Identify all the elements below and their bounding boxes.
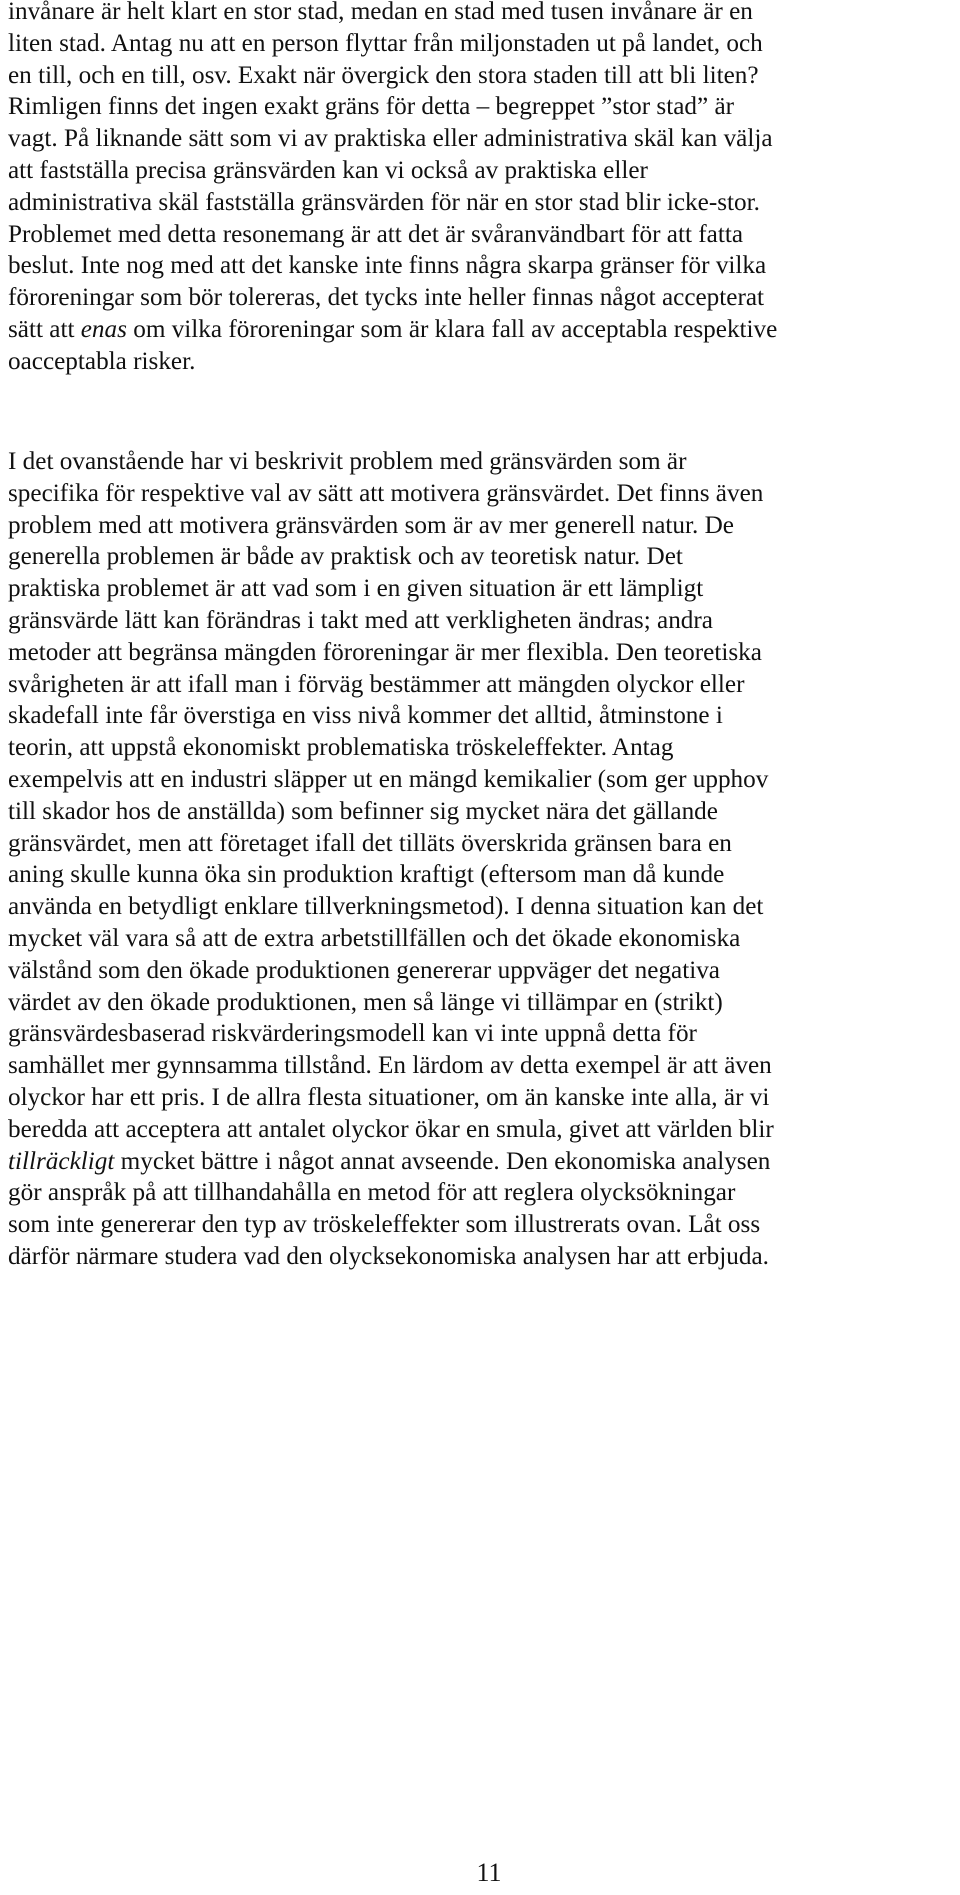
text-line: metoder att begränsa mängden föroreningar är mer flexibla. Den teoretiska	[8, 638, 762, 666]
text-line: svårigheten är att ifall man i förväg bestämmer att mängden olyckor eller	[8, 670, 745, 698]
text-line: specifika för respektive val av sätt att motivera gränsvärdet. Det finns även	[8, 479, 764, 507]
text-line: beslut. Inte nog med att det kanske inte finns några skarpa gränser för vilka	[8, 252, 767, 280]
text-line: oacceptabla risker.	[8, 347, 196, 375]
text-line: problem med att motivera gränsvärden som är av mer generell natur. De	[8, 511, 734, 539]
text-line: därför närmare studera vad den olycksekonomiska analysen har att erbjuda.	[8, 1242, 769, 1270]
text-line: en till, och en till, osv. Exakt när övergick den stora staden till att bli liten?	[8, 61, 759, 89]
italic-text: tillräckligt	[8, 1147, 115, 1175]
text-line: beredda att acceptera att antalet olyckor ökar en smula, givet att världen blir	[8, 1115, 774, 1143]
text-line: värdet av den ökade produktionen, men så länge vi tillämpar en (strikt)	[8, 988, 723, 1016]
text-line: till skador hos de anställda) som befinner sig mycket nära det gällande	[8, 797, 718, 825]
text-line: Rimligen finns det ingen exakt gräns för detta – begreppet ”stor stad” är	[8, 93, 735, 121]
text-line: Problemet med detta resonemang är att det är svåranvändbart för att fatta	[8, 220, 744, 248]
text-segment: mycket bättre i något annat avseende. Den ekonomiska analysen	[114, 1147, 771, 1175]
text-line: mycket väl vara så att de extra arbetstillfällen och det ökade ekonomiska	[8, 924, 741, 952]
page-number: 11	[476, 1858, 502, 1887]
text-line: välstånd som den ökade produktionen genererar uppväger det negativa	[8, 956, 720, 984]
text-line: teorin, att uppstå ekonomiskt problematiska tröskeleffekter. Antag	[8, 734, 674, 762]
text-line: gränsvärde lätt kan förändras i takt med att verkligheten ändras; andra	[8, 606, 713, 634]
text-line: att fastställa precisa gränsvärden kan vi också av praktiska eller	[8, 156, 648, 184]
text-line: generella problemen är både av praktisk och av teoretisk natur. Det	[8, 543, 683, 571]
text-line: gör anspråk på att tillhandahålla en metod för att reglera olycksökningar	[8, 1179, 736, 1207]
text-line: exempelvis att en industri släpper ut en mängd kemikalier (som ger upphov	[8, 765, 769, 793]
paragraph-2	[8, 446, 958, 1273]
text-line: skadefall inte får överstiga en viss nivå kommer det alltid, åtminstone i	[8, 702, 723, 730]
text-line: administrativa skäl fastställa gränsvärden för när en stor stad blir icke-stor.	[8, 188, 760, 216]
text-line: praktiska problemet är att vad som i en given situation är ett lämpligt	[8, 575, 704, 603]
text-line: använda en betydligt enklare tillverkningsmetod). I denna situation kan det	[8, 893, 764, 921]
italic-text: enas	[80, 315, 127, 343]
text-line: invånare är helt klart en stor stad, medan en stad med tusen invånare är en	[8, 0, 753, 25]
text-line: som inte genererar den typ av tröskeleffekter som illustrerats ovan. Låt oss	[8, 1211, 761, 1239]
text-line: I det ovanstående har vi beskrivit problem med gränsvärden som är	[8, 448, 687, 475]
text-line	[8, 314, 958, 346]
text-line: föroreningar som bör tolereras, det tycks inte heller finnas något accepterat	[8, 284, 765, 312]
text-segment: sätt att	[8, 315, 81, 343]
text-line: aning skulle kunna öka sin produktion kraftigt (eftersom man då kunde	[8, 861, 725, 889]
text-line: liten stad. Antag nu att en person flyttar från miljonstaden ut på landet, och	[8, 29, 763, 57]
text-line: gränsvärdet, men att företaget ifall det tilläts överskrida gränsen bara en	[8, 829, 732, 857]
text-line: samhället mer gynnsamma tillstånd. En lärdom av detta exempel är att även	[8, 1052, 772, 1080]
text-line	[8, 1146, 958, 1178]
text-segment: om vilka föroreningar som är klara fall av acceptabla respektive	[126, 315, 778, 343]
text-line: vagt. På liknande sätt som vi av praktiska eller administrativa skäl kan välja	[8, 125, 773, 153]
text-line: gränsvärdesbaserad riskvärderingsmodell kan vi inte uppnå detta för	[8, 1020, 697, 1048]
text-line: olyckor har ett pris. I de allra flesta situationer, om än kanske inte alla, är vi	[8, 1083, 770, 1111]
paragraph-1	[8, 0, 958, 378]
